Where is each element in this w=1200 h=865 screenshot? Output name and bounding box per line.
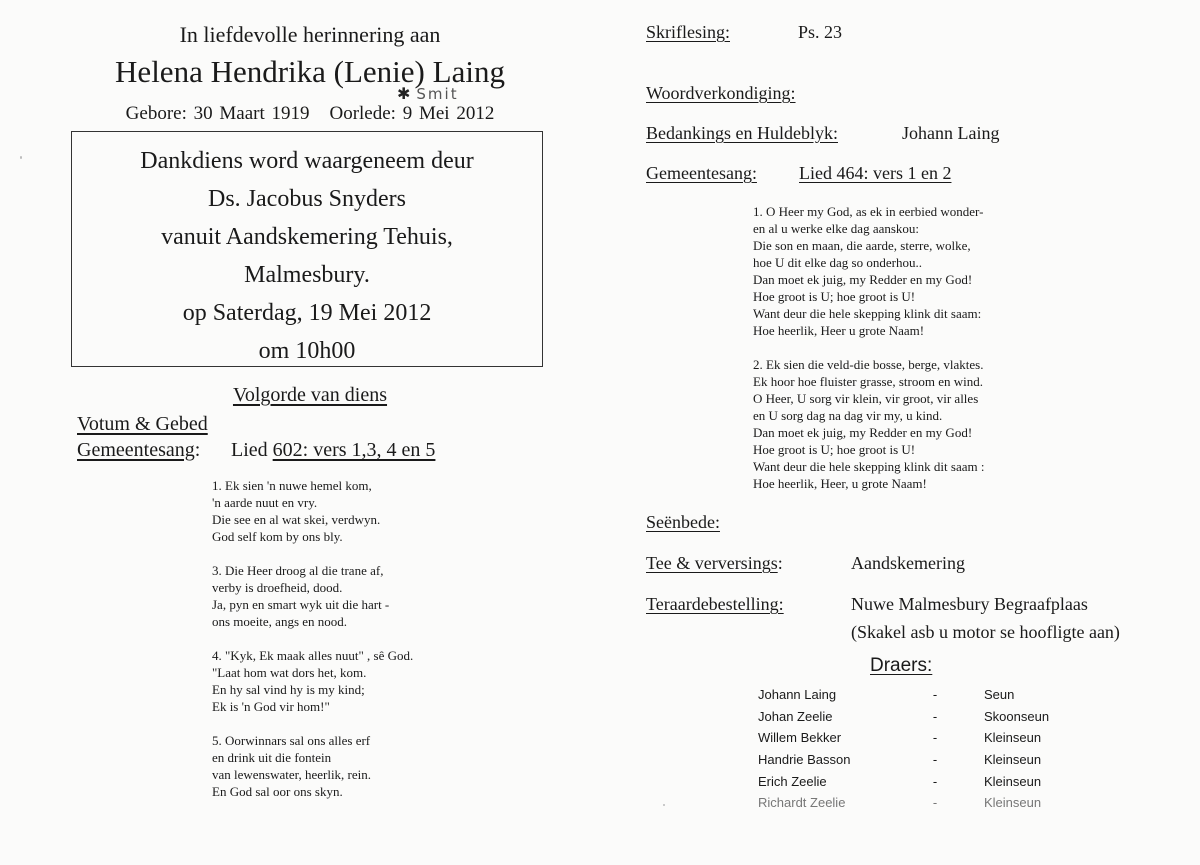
- table-row: [758, 727, 1104, 749]
- draers-title-text: Draers:: [870, 655, 933, 676]
- verse-line: Dan moet ek juig, my Redder en my God!: [753, 425, 973, 440]
- verse-line: verby is droefheid, dood.: [212, 580, 343, 595]
- skriflesing-row: [646, 22, 730, 43]
- tee-row: [646, 553, 783, 574]
- verse-line: 2. Ek sien die veld-die bosse, berge, vlaktes.: [753, 357, 984, 372]
- death-date: Oorlede: 9 Mei 2012: [329, 103, 495, 124]
- seenbede-row: [646, 512, 720, 533]
- bearer-name: Willem Bekker: [758, 730, 842, 746]
- verse-line: 4. "Kyk, Ek maak alles nuut" , sê God.: [212, 648, 414, 663]
- box-line: op Saterdag, 19 Mei 2012: [182, 300, 432, 326]
- annotation-text: Smit: [416, 85, 459, 103]
- gemeentesang-label-2: Gemeentesang:: [646, 163, 757, 183]
- table-row: [758, 792, 1104, 814]
- verse-line: 1. Ek sien 'n nuwe hemel kom,: [212, 478, 372, 493]
- verse-line: 3. Die Heer droog al die trane af,: [212, 563, 384, 578]
- bearer-relation: Kleinseun: [984, 773, 1042, 789]
- verse-line: 'n aarde nuut en vry.: [212, 495, 318, 510]
- verse-line: "Laat hom wat dors het, kom.: [212, 665, 367, 680]
- tee-label: Tee & verversings: [646, 553, 778, 573]
- verse-line: Ek is 'n God vir hom!": [212, 699, 330, 714]
- bearer-dash: -: [932, 795, 938, 811]
- handwritten-annotation: [397, 84, 459, 103]
- bearer-relation: Seun: [984, 687, 1015, 703]
- bearer-dash: -: [932, 730, 938, 746]
- box-line: vanuit Aandskemering Tehuis,: [161, 224, 453, 250]
- gemeentesang-label: Gemeentesang: [77, 439, 195, 461]
- hymn-464-verses: [753, 203, 984, 509]
- verse: [753, 203, 984, 339]
- table-row: [758, 770, 1104, 792]
- song-reference: [231, 439, 435, 462]
- verse-line: Ek hoor hoe fluister grasse, stroom en wind.: [753, 374, 983, 389]
- deceased-name: Helena Hendrika (Lenie) Laing: [115, 54, 505, 89]
- verse-line: Hoe heerlik, Heer, u grote Naam!: [753, 476, 927, 491]
- verse-line: en drink uit die fontein: [212, 750, 332, 765]
- bearer-relation: Kleinseun: [984, 795, 1042, 811]
- bearer-relation: Kleinseun: [984, 752, 1042, 768]
- verse-line: Die see en al wat skei, verdwyn.: [212, 512, 381, 527]
- verse-line: Die son en maan, die aarde, sterre, wolke,: [753, 238, 971, 253]
- verse-line: 1. O Heer my God, as ek in eerbied wonder-: [753, 204, 984, 219]
- verse-line: hoe U dit elke dag so onderhou..: [753, 255, 922, 270]
- intro-text: In liefdevolle herinnering aan: [179, 22, 441, 47]
- song-prefix: Lied: [231, 439, 273, 461]
- table-row: [758, 706, 1104, 728]
- dates-line: [60, 103, 560, 125]
- draers-title: [870, 655, 932, 677]
- votum-label: Votum & Gebed: [77, 413, 208, 435]
- verse-line: Dan moet ek juig, my Redder en my God!: [753, 272, 973, 287]
- woordverkondiging-label: Woordverkondiging:: [646, 83, 796, 103]
- right-page: [600, 0, 1200, 865]
- bearer-dash: -: [932, 687, 938, 703]
- table-row: [758, 684, 1104, 706]
- box-line: Malmesbury.: [244, 262, 370, 288]
- bedankings-value: Johann Laing: [902, 123, 1000, 143]
- gemeentesang-row-2: [646, 163, 757, 184]
- gemeentesang-value-2: [799, 163, 951, 184]
- bearer-name: Johan Zeelie: [758, 708, 833, 724]
- asterisk-mark: ✱: [397, 84, 413, 103]
- bearer-relation: Kleinseun: [984, 730, 1042, 746]
- box-line: om 10h00: [258, 338, 356, 364]
- bedankings-label: Bedankings en Huldeblyk:: [646, 123, 838, 143]
- service-info-box: [71, 131, 543, 367]
- bearer-dash: -: [932, 773, 938, 789]
- verse-line: 5. Oorwinnars sal ons alles erf: [212, 733, 371, 748]
- verse-line: Ja, pyn en smart wyk uit die hart -: [212, 597, 390, 612]
- verse: [212, 732, 413, 800]
- verse-line: Hoe groot is U; hoe groot is U!: [753, 442, 916, 457]
- skriflesing-label: Skriflesing:: [646, 22, 730, 42]
- verse-line: O Heer, U sorg vir klein, vir groot, vir alles: [753, 391, 979, 406]
- box-line: Dankdiens word waargeneem deur: [140, 148, 474, 174]
- woordverkondiging-row: [646, 83, 796, 104]
- order-of-service-title: [60, 384, 560, 407]
- verse-line: van lewenswater, heerlik, rein.: [212, 767, 372, 782]
- bearers-table: [758, 684, 1104, 814]
- hymn-464-reference: Lied 464: vers 1 en 2: [799, 163, 952, 183]
- verse: [212, 477, 413, 545]
- verse-line: ons moeite, angs en nood.: [212, 614, 348, 629]
- table-row: [758, 749, 1104, 771]
- bearer-name: Handrie Basson: [758, 752, 851, 768]
- votum-row: [77, 413, 208, 436]
- verse-line: En God sal oor ons skyn.: [212, 784, 343, 799]
- order-of-service-text: Volgorde van diens: [232, 384, 388, 406]
- verse-line: Want deur die hele skepping klink dit saam :: [753, 459, 985, 474]
- bearer-dash: -: [932, 752, 938, 768]
- verse-line: Hoe groot is U; hoe groot is U!: [753, 289, 916, 304]
- bedankings-row: [646, 123, 838, 144]
- tee-colon: :: [777, 553, 783, 573]
- box-line: Ds. Jacobus Snyders: [208, 186, 406, 212]
- verse-line: Want deur die hele skepping klink dit saam:: [753, 306, 982, 321]
- bearer-name: Johann Laing: [758, 687, 837, 703]
- verse-line: God self kom by ons bly.: [212, 529, 343, 544]
- bearer-relation: Skoonseun: [984, 708, 1050, 724]
- teraarde-row: [646, 594, 784, 615]
- verse-line: en U sorg dag na dag vir my, u kind.: [753, 408, 943, 423]
- bearer-name: Richardt Zeelie: [758, 795, 846, 811]
- teraarde-label: Teraardebestelling:: [646, 594, 784, 614]
- verse-line: Hoe heerlik, Heer u grote Naam!: [753, 323, 925, 338]
- song-number: 602: vers 1,3, 4 en 5: [272, 439, 436, 461]
- skriflesing-value: Ps. 23: [798, 22, 843, 42]
- teraarde-value: Nuwe Malmesbury Begraafplaas: [851, 594, 1088, 614]
- bearer-dash: -: [932, 708, 938, 724]
- verse-line: En hy sal vind hy is my kind;: [212, 682, 365, 697]
- gemeentesang-row: [77, 439, 200, 462]
- bearer-name: Erich Zeelie: [758, 773, 827, 789]
- verse: [753, 356, 984, 492]
- verse-line: en al u werke elke dag aanskou:: [753, 221, 920, 236]
- tee-value: Aandskemering: [851, 553, 965, 573]
- hymn-602-verses: [212, 477, 413, 817]
- scan-speck: [20, 156, 22, 159]
- seenbede-label: Seënbede:: [646, 512, 720, 532]
- scan-speck: [663, 804, 665, 806]
- verse: [212, 562, 413, 630]
- verse: [212, 647, 413, 715]
- birth-date: Gebore: 30 Maart 1919: [125, 103, 310, 124]
- teraarde-note: (Skakel asb u motor se hoofligte aan): [851, 622, 1120, 642]
- gemeentesang-colon: :: [194, 439, 201, 461]
